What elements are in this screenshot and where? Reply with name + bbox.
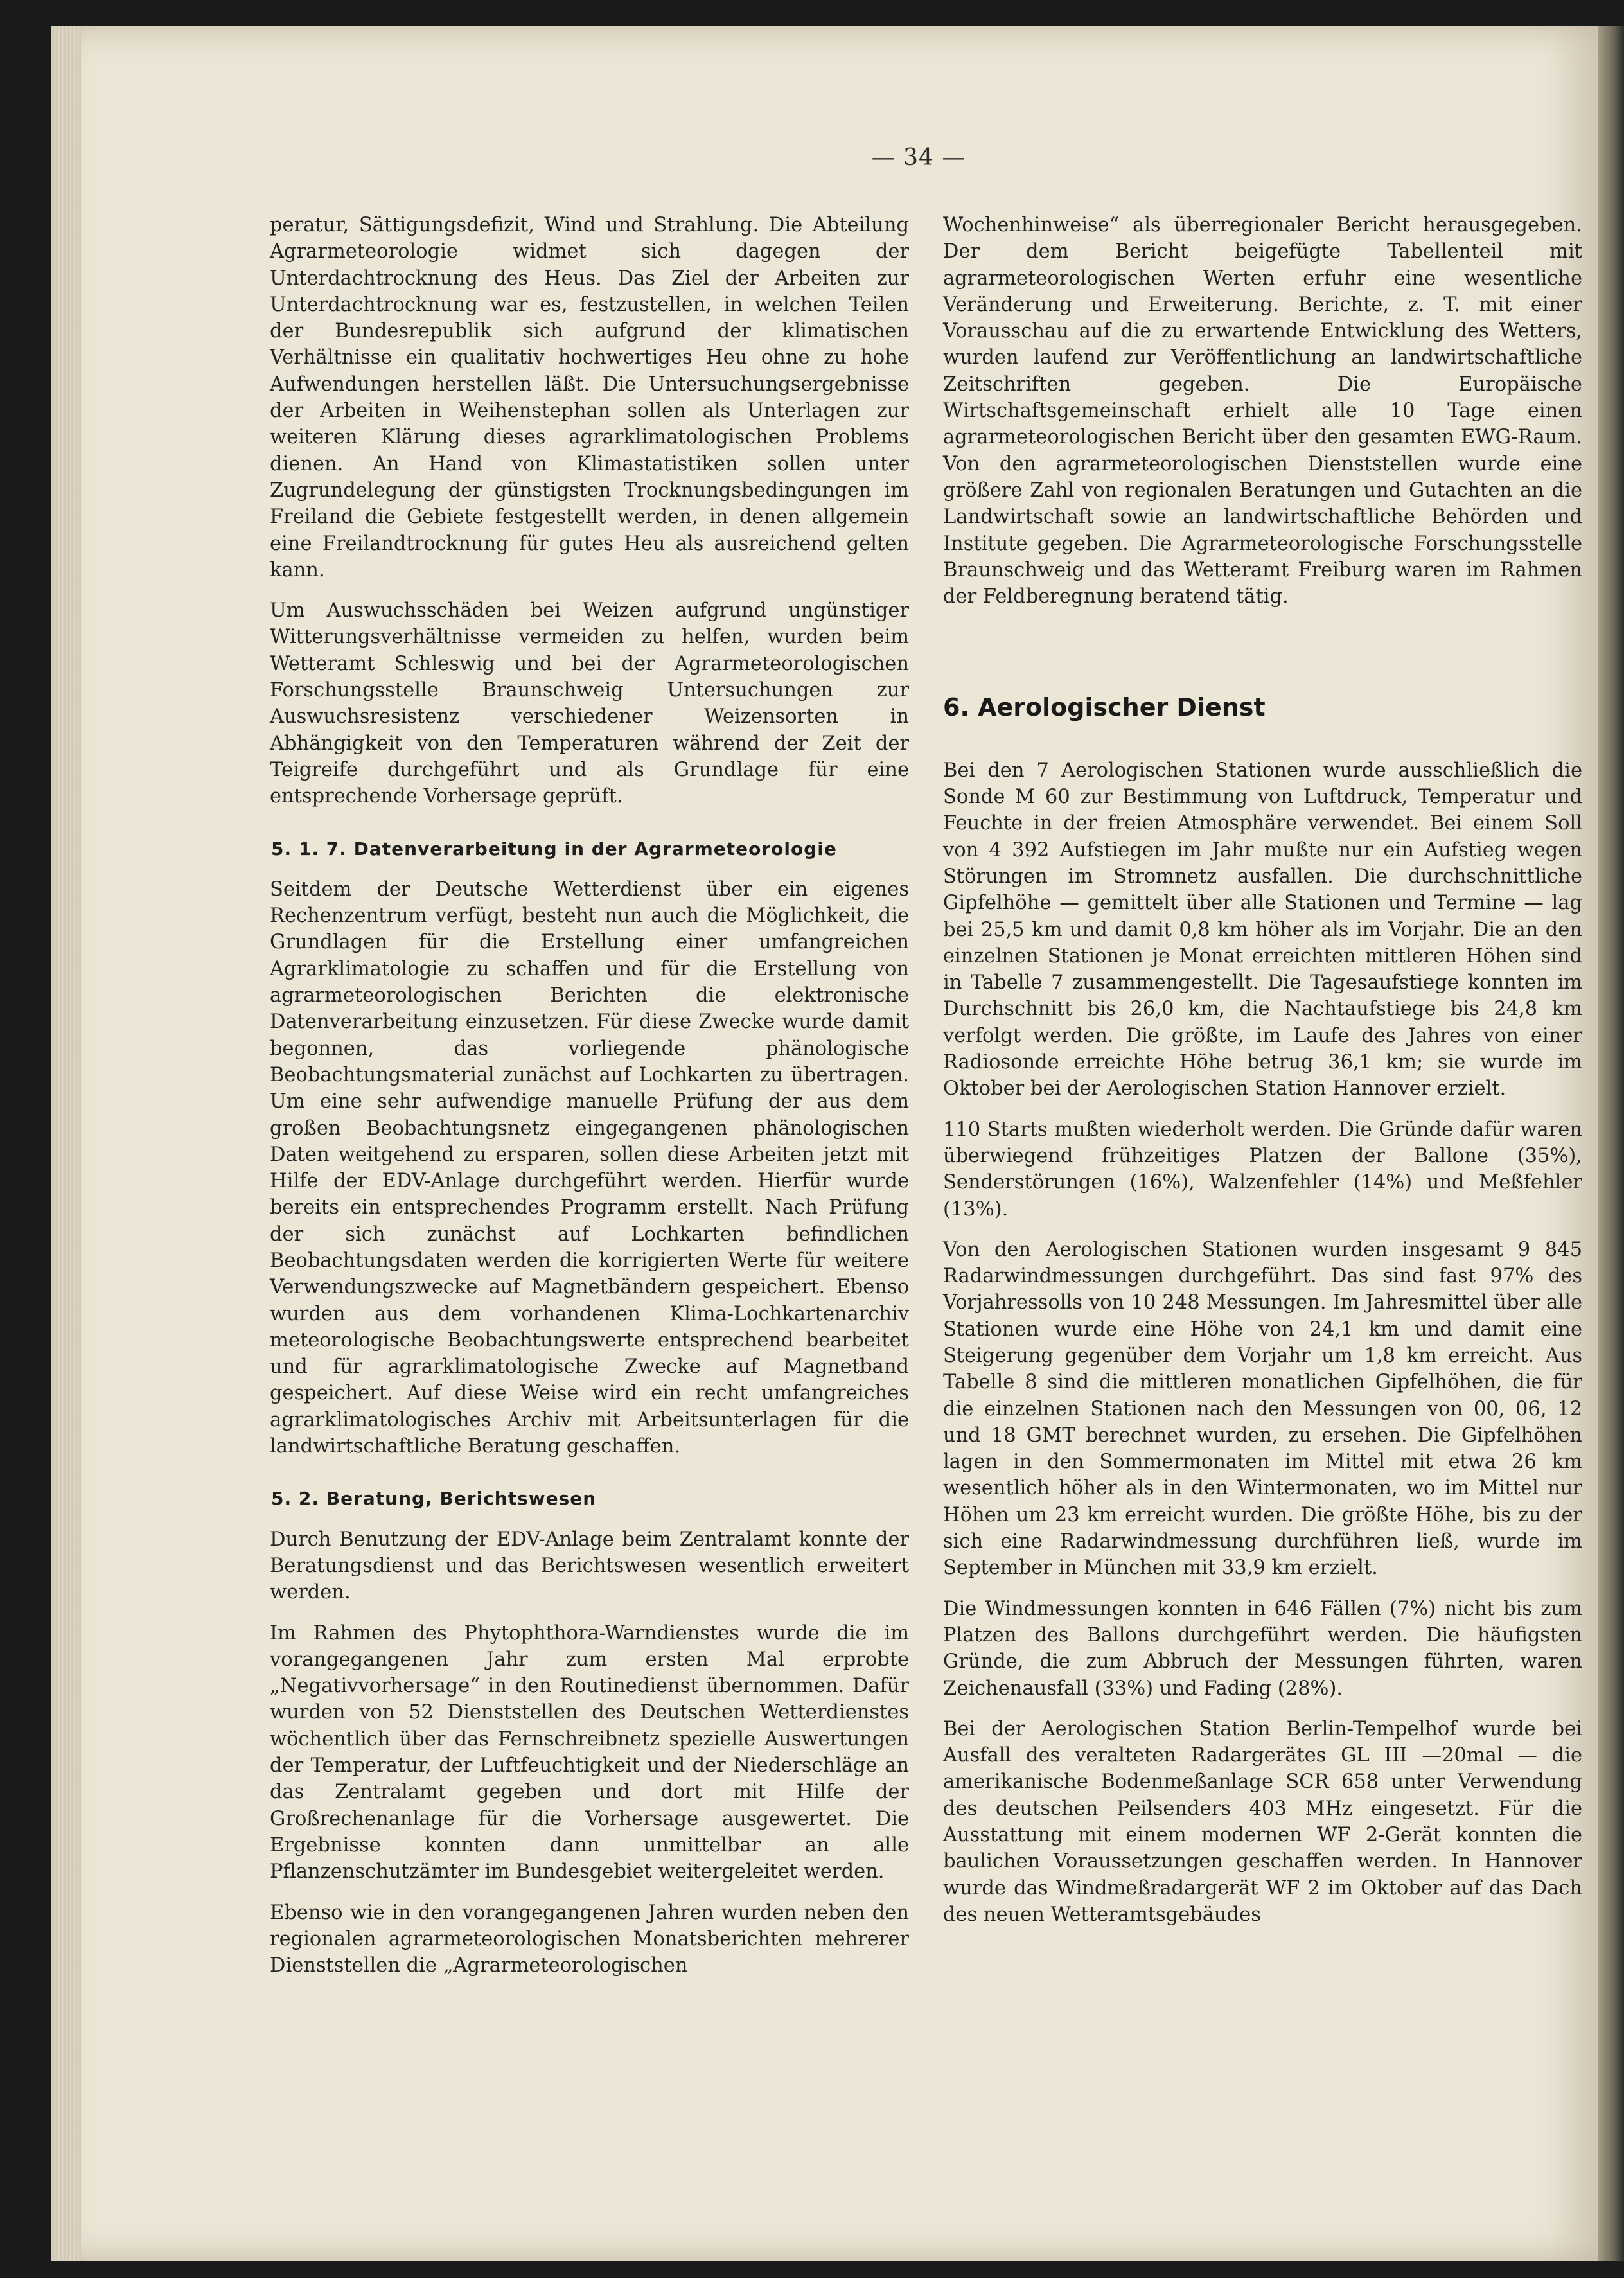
subsection-heading: 5. 1. 7. Datenverarbeitung in der Agrarmeteorologie <box>271 838 837 860</box>
page-number: — 34 — <box>871 145 966 171</box>
paragraph: Wochenhinweise“ als überregionaler Bericht herausgegeben. Der dem Bericht beigefügte Tabellenteil mit agrarmeteorologischen Werten erfuhr eine wesentliche Veränderung und Erweiterung. Berichte, z. T. mit einer Vorausschau auf die zu erwartende Entwicklung des Wetters, wurden laufend zur Veröffentlichung an landwirtschaftliche Zeitschriften gegeben. Die Europäische Wirtschaftsgemeinschaft erhielt alle 10 Tage einen agrarmeteorologischen Bericht über den gesamten EWG-Raum. Von den agrarmeteorologischen Dienststellen wurde eine größere Zahl von regionalen Beratungen und Gutachten an die Landwirtschaft sowie an landwirtschaftliche Behörden und Institute gegeben. Die Agrarmeteorologische Forschungsstelle Braunschweig und das Wetteramt Freiburg waren im Rahmen der Feldberegnung beratend tätig. <box>943 214 1582 608</box>
paragraph: Durch Benutzung der EDV-Anlage beim Zentralamt konnte der Beratungsdienst und das Berichtswesen wesentlich erweitert werden. <box>270 1528 909 1604</box>
paragraph: Von den Aerologischen Stationen wurden insgesamt 9 845 Radarwindmessungen durchgeführt. Das sind fast 97% des Vorjahressolls von 10 248 Messungen. Im Jahresmittel über alle Stationen wurde eine Höhe von 24,1 km und damit eine Steigerung gegenüber dem Vorjahr um 1,8 km erreicht. Aus Tabelle 8 sind die mittleren monatlichen Gipfelhöhen, die für die einzelnen Stationen nach den Messungen von 00, 06, 12 und 18 GMT berechnet wurden, zu ersehen. Die Gipfelhöhen lagen in den Sommermonaten im Mittel mit etwa 26 km wesentlich höher als in den Wintermonaten, wo im Mittel nur Höhen um 23 km erreicht wurden. Die größte Höhe, bis zu der sich eine Radarwindmessung durchführen ließ, wurde im September in München mit 33,9 km erzielt. <box>943 1238 1582 1580</box>
paragraph: Die Windmessungen konnten in 646 Fällen (7%) nicht bis zum Platzen des Ballons durchgeführt werden. Die häufigsten Gründe, die zum Abbruch der Messungen führten, waren Zeichenausfall (33%) und Fading (28%). <box>943 1597 1582 1700</box>
paragraph: 110 Starts mußten wiederholt werden. Die Gründe dafür waren überwiegend frühzeitiges Platzen der Ballone (35%), Senderstörungen (16%), Walzenfehler (14%) und Meßfehler (13%). <box>943 1118 1582 1221</box>
subsection-heading: 5. 2. Beratung, Berichtswesen <box>271 1488 597 1510</box>
left-column <box>270 212 909 1993</box>
paragraph: Bei der Aerologischen Station Berlin-Tempelhof wurde bei Ausfall des veralteten Radargerätes GL III —20mal — die amerikanische Bodenmeßanlage SCR 658 unter Verwendung des deutschen Peilsenders 403 MHz eingesetzt. Für die Ausstattung mit einem modernen WF 2-Gerät konnten die baulichen Voraussetzungen geschaffen werden. In Hannover wurde das Windmeßradargerät WF 2 im Oktober auf das Dach des neuen Wetteramtsgebäudes <box>943 1717 1582 1926</box>
section-title: 6. Aerologischer Dienst <box>943 693 1266 722</box>
paragraph: peratur, Sättigungsdefizit, Wind und Strahlung. Die Abteilung Agrarmeteorologie widmet sich dagegen der Unterdachtrocknung des Heus. Das Ziel der Arbeiten zur Unterdachtrocknung war es, festzustellen, in welchen Teilen der Bundesrepublik sich aufgrund der klimatischen Verhältnisse ein qualitativ hochwertiges Heu ohne zu hohe Aufwendungen herstellen läßt. Die Untersuchungsergebnisse der Arbeiten in Weihenstephan sollen als Unterlagen zur weiteren Klärung dieses agrarklimatologischen Problems dienen. An Hand von Klimastatistiken sollen unter Zugrundelegung der günstigsten Trocknungsbedingungen im Freiland die Gebiete festgestellt werden, in denen allgemein eine Freilandtrocknung für gutes Heu als ausreichend gelten kann. <box>270 214 909 581</box>
paragraph: Im Rahmen des Phytophthora-Warndienstes wurde die im vorangegangenen Jahr zum ersten Mal erprobte „Negativvorhersage“ in den Routinedienst übernommen. Dafür wurden von 52 Dienststellen des Deutschen Wetterdienstes wöchentlich über das Fernschreibnetz spezielle Auswertungen der Temperatur, der Luftfeuchtigkeit und der Niederschläge an das Zentralamt gegeben und dort mit Hilfe der Großrechenanlage für die Vorhersage ausgewertet. Die Ergebnisse konnten dann unmittelbar an alle Pflanzenschutzämter im Bundesgebiet weitergeleitet werden. <box>270 1621 909 1884</box>
paragraph: Seitdem der Deutsche Wetterdienst über ein eigenes Rechenzentrum verfügt, besteht nun auch die Möglichkeit, die Grundlagen für die Erstellung einer umfangreichen Agrarklimatologie zu schaffen und für die Erstellung von agrarmeteorologischen Berichten die elektronische Datenverarbeitung einzusetzen. Für diese Zwecke wurde damit begonnen, das vorliegende phänologische Beobachtungsmaterial zunächst auf Lochkarten zu übertragen. Um eine sehr aufwendige manuelle Prüfung der aus dem großen Beobachtungsnetz eingegangenen phänologischen Daten weitgehend zu ersparen, sollen diese Arbeiten jetzt mit Hilfe der EDV-Anlage durchgeführt werden. Hierfür wurde bereits ein entsprechendes Programm erstellt. Nach Prüfung der sich zunächst auf Lochkarten befindlichen Beobachtungsdaten werden die korrigierten Werte für weitere Verwendungszwecke auf Magnetbändern gespeichert. Ebenso wurden aus dem vorhandenen Klima-Lochkartenarchiv meteorologische Beobachtungswerte entsprechend bearbeitet und für agrarklimatologische Zwecke auf Magnetband gespeichert. Auf diese Weise wird ein recht umfangreiches agrarklimatologisches Archiv mit Arbeitsunterlagen für die landwirtschaftliche Beratung geschaffen. <box>270 878 909 1458</box>
paragraph: Ebenso wie in den vorangegangenen Jahren wurden neben den regionalen agrarmeteorologischen Monatsberichten mehrerer Dienststellen die „Agrarmeteorologischen <box>270 1901 909 1977</box>
page-binding <box>51 26 81 2261</box>
page-edge-shadow <box>1598 26 1624 2261</box>
paragraph: Bei den 7 Aerologischen Stationen wurde ausschließlich die Sonde M 60 zur Bestimmung von Luftdruck, Temperatur und Feuchte in der freien Atmosphäre verwendet. Bei einem Soll von 4 392 Aufstiegen im Jahr mußte nur ein Aufstieg wegen Störungen im Stromnetz ausfallen. Die durchschnittliche Gipfelhöhe — gemittelt über alle Stationen und Termine — lag bei 25,5 km und damit 0,8 km höher als im Vorjahr. Die an den einzelnen Stationen je Monat erreichten mittleren Höhen sind in Tabelle 7 zusammengestellt. Die Tagesaufstiege konnten im Durchschnitt bis 26,0 km, die Nachtaufstiege bis 24,8 km verfolgt werden. Die größte, im Laufe des Jahres von einer Radiosonde erreichte Höhe betrug 36,1 km; sie wurde im Oktober bei der Aerologischen Station Hannover erzielt. <box>943 759 1582 1100</box>
paragraph: Um Auswuchsschäden bei Weizen aufgrund ungünstiger Witterungsverhältnisse vermeiden zu helfen, wurden beim Wetteramt Schleswig und bei der Agrarmeteorologischen Forschungsstelle Braunschweig Untersuchungen zur Auswuchsresistenz verschiedener Weizensorten in Abhängigkeit von den Temperaturen während der Zeit der Teigreife durchgeführt und als Grundlage für eine entsprechende Vorhersage geprüft. <box>270 599 909 808</box>
right-column <box>943 212 1582 1942</box>
